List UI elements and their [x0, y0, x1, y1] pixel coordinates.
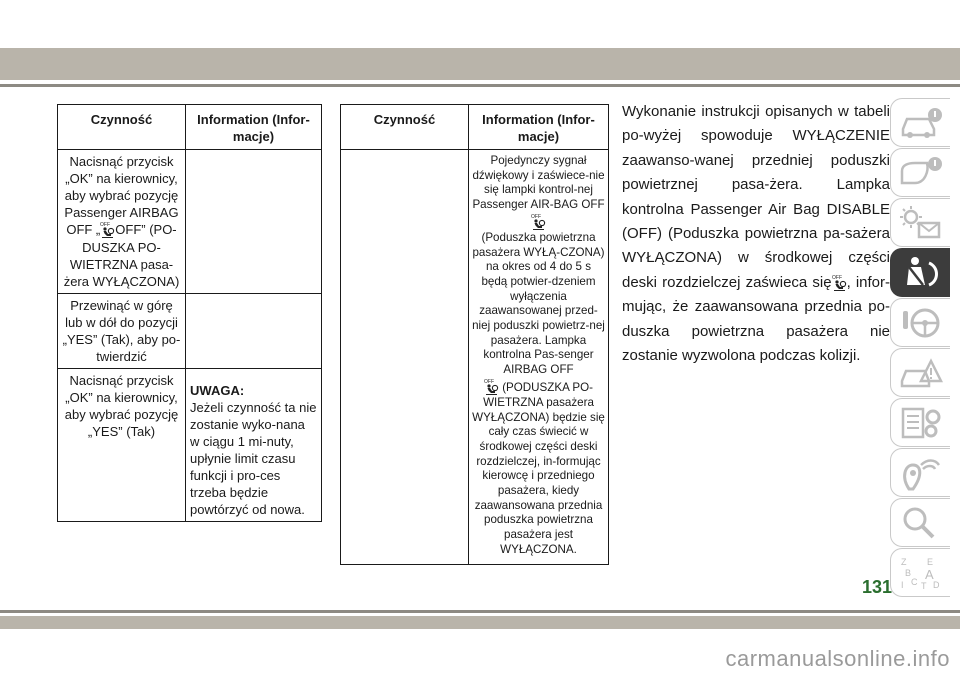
- maintenance-icon: [899, 405, 943, 441]
- note-title: UWAGA:: [190, 383, 245, 398]
- tab-roadside-emergency[interactable]: [890, 348, 950, 397]
- index-search-icon: [899, 505, 943, 541]
- roadside-emergency-icon: [899, 355, 943, 391]
- header-band: [0, 48, 960, 80]
- table-cell-action: [341, 150, 469, 565]
- table-header-action: Czynność: [341, 105, 469, 150]
- table-row: [58, 150, 322, 294]
- table-cell-action: Nacisnąć przycisk „OK” na kierownicy, aby wybrać pozycję Passenger AIRBAG OFF „ OFF” (PO-DUSZKA PO-WIETRZNA pasa-żera WYŁĄCZONA): [58, 150, 186, 294]
- table-row: [58, 294, 322, 369]
- footer-band: [0, 616, 960, 629]
- airbag-off-icon: [531, 213, 546, 231]
- table-cell-info: [186, 369, 322, 522]
- procedure-table-1: [57, 104, 322, 522]
- table-cell-action: Przewinąć w górę lub w dół do pozycji „YES” (Tak), aby po-twierdzić: [58, 294, 186, 369]
- tab-car-info[interactable]: [890, 98, 950, 147]
- site-watermark: carmanualsonline.info: [725, 646, 950, 671]
- note-body: Jeżeli czynność ta nie zostanie wyko-nana w ciągu 1 mi-nuty, upłynie limit czasu funkcji i pro-ces trzeba będzie powtórzyć od nowa.: [190, 400, 317, 517]
- header-rule: [0, 84, 960, 87]
- svg-text:C: C: [911, 577, 918, 587]
- tab-start-driving[interactable]: [890, 298, 950, 347]
- table-row: [58, 369, 322, 522]
- table-header-action: Czynność: [58, 105, 186, 150]
- svg-text:I: I: [901, 580, 904, 590]
- tab-alphabetical-index[interactable]: [890, 548, 950, 597]
- alphabetical-index-icon: [899, 555, 943, 591]
- start-driving-icon: [899, 305, 943, 341]
- multimedia-icon: [899, 455, 943, 491]
- airbag-off-icon: [832, 274, 847, 292]
- table-row: [341, 150, 609, 565]
- tab-multimedia[interactable]: [890, 448, 950, 497]
- table-header-info: Information (Infor-macje): [469, 105, 609, 150]
- body-paragraph: Wykonanie instrukcji opisanych w tabeli po-wyżej spowoduje WYŁĄCZENIE zaawanso-wanej przedniej poduszki powietrznej pasa-żera. Lampka kontrolna Passenger Air Bag DISABLE (OFF) (Poduszka powietrzna pa-sażera WYŁĄCZONA) w środkowej części deski rozdzielczej zaświeca się , infor-mując, że zaawansowana przednia po-duszka powietrzna pasażera nie zostanie wyzwolona podczas kolizji.: [622, 103, 891, 365]
- table-cell-action: Nacisnąć przycisk „OK” na kierownicy, aby wybrać pozycję „YES” (Tak): [58, 369, 186, 522]
- airbag-off-icon: [100, 221, 115, 239]
- svg-text:D: D: [933, 580, 940, 590]
- weather-mail-icon: [899, 205, 943, 241]
- svg-text:A: A: [925, 567, 934, 582]
- airbag-off-icon: [484, 378, 499, 396]
- table-header-row: [58, 105, 322, 150]
- car-info-icon: [899, 105, 943, 141]
- procedure-table-2: [340, 104, 609, 565]
- svg-text:Z: Z: [901, 557, 907, 567]
- svg-text:T: T: [921, 581, 927, 591]
- svg-text:E: E: [927, 557, 934, 567]
- tab-safety[interactable]: [890, 248, 950, 297]
- tab-index-search[interactable]: [890, 498, 950, 547]
- footer-rule: [0, 610, 960, 613]
- table-cell-info: Pojedynczy sygnał dźwiękowy i zaświece-nie się lampki kontrol-nej Passenger AIR-BAG OFF (Poduszka powietrzna pasażera WYŁĄ-CZONA) na okres od 4 do 5 s będą potwier-dzeniem wyłączenia zaawansowanej przed-niej poduszki powietrz-nej pasażera. Lampka kontrolna Pas-senger AIRBAG OFF (PODUSZKA PO-WIETRZNA pasażera WYŁĄCZONA) będzie się cały czas świecić w środkowej części deski rozdzielczej, in-formując kierowcę i przedniego pasażera, kiedy zaawansowana przednia poduszka powietrzna pasażera jest WYŁĄCZONA.: [469, 150, 609, 565]
- table-header-info: Information (Infor-macje): [186, 105, 322, 150]
- table-cell-info: [186, 294, 322, 369]
- svg-text:B: B: [905, 568, 912, 578]
- tab-weather-mail[interactable]: [890, 198, 950, 247]
- tab-maintenance[interactable]: [890, 398, 950, 447]
- table-cell-info: [186, 150, 322, 294]
- safety-seatbelt-icon: [899, 255, 943, 291]
- warning-lights-icon: [899, 155, 943, 191]
- tab-warning-lights[interactable]: [890, 148, 950, 197]
- page-number: 131: [862, 577, 893, 597]
- table-header-row: [341, 105, 609, 150]
